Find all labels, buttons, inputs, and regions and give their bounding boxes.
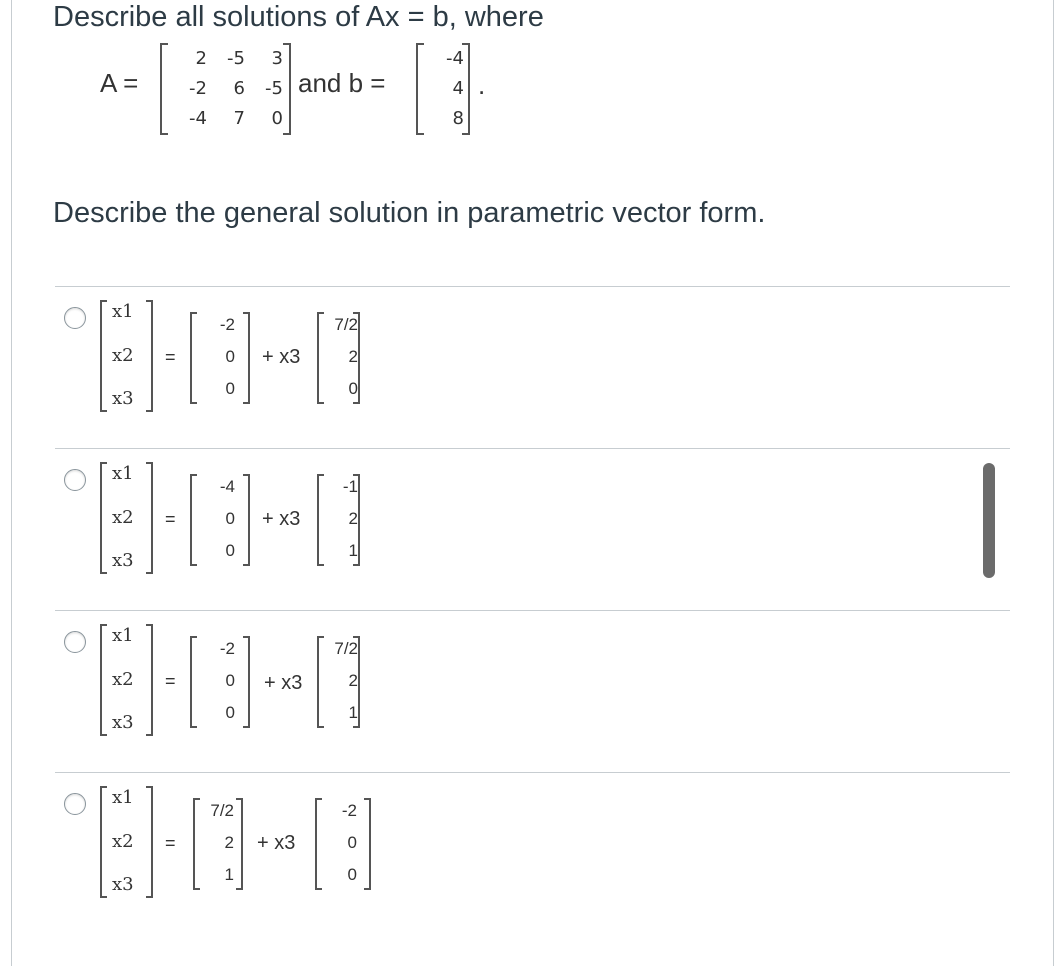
direction-cell: 0 <box>347 865 357 884</box>
particular-right-bracket <box>243 474 250 566</box>
direction-cell: 2 <box>348 509 358 528</box>
direction-left-bracket <box>317 312 324 404</box>
particular-cell: 0 <box>225 347 235 366</box>
lhs-cell: x1 <box>112 787 134 808</box>
radio-button-option-3[interactable] <box>64 631 86 653</box>
direction-cell: -1 <box>342 477 358 496</box>
vector-b-row <box>424 74 464 104</box>
particular-cell: 7/2 <box>210 801 234 820</box>
particular-cell: 1 <box>224 865 234 884</box>
direction-cell: 7/2 <box>334 315 358 334</box>
vector-b <box>424 44 464 134</box>
lhs-cell: x2 <box>112 345 134 366</box>
answer-option-3[interactable] <box>0 621 1055 781</box>
matrix-a-row <box>168 74 283 104</box>
particular-left-bracket <box>190 474 197 566</box>
answer-option-2[interactable] <box>0 459 1055 619</box>
radio-button-option-1[interactable] <box>64 307 86 329</box>
direction-cell: 1 <box>348 541 358 560</box>
lhs-left-bracket <box>100 786 107 898</box>
lhs-right-bracket <box>146 624 153 736</box>
lhs-cell: x2 <box>112 507 134 528</box>
direction-left-bracket <box>317 636 324 728</box>
matrix-a-cell: 3 <box>271 48 283 69</box>
direction-vector <box>322 797 357 889</box>
matrix-a-row <box>168 104 283 134</box>
radio-button-option-4[interactable] <box>64 793 86 815</box>
matrix-a-cell: -5 <box>227 48 245 69</box>
vector-b-cell: 4 <box>452 78 464 99</box>
particular-vector <box>197 311 235 403</box>
and-b-label: and b = <box>298 68 386 98</box>
vector-b-cell: 8 <box>452 108 464 129</box>
particular-cell: 0 <box>225 541 235 560</box>
particular-cell: -2 <box>219 639 235 658</box>
equals-sign: = <box>165 509 176 529</box>
particular-cell: 0 <box>225 379 235 398</box>
direction-cell: 0 <box>348 379 358 398</box>
matrix-a-cell: 2 <box>195 48 207 69</box>
matrix-a-cell: 7 <box>233 108 245 129</box>
direction-right-bracket <box>353 312 360 404</box>
lhs-cell: x3 <box>112 388 134 409</box>
matrix-a-right-bracket <box>283 43 291 135</box>
direction-cell: -2 <box>341 801 357 820</box>
lhs-cell: x2 <box>112 669 134 690</box>
particular-cell: -2 <box>219 315 235 334</box>
lhs-cell: x1 <box>112 625 134 646</box>
lhs-cell: x1 <box>112 463 134 484</box>
direction-cell: 0 <box>347 833 357 852</box>
vector-b-left-bracket <box>416 43 424 135</box>
particular-right-bracket <box>236 798 243 890</box>
matrix-a-cell: -2 <box>189 78 207 99</box>
answer-option-4[interactable] <box>0 783 1055 943</box>
period: . <box>478 70 486 100</box>
matrix-a-cell: -5 <box>265 78 283 99</box>
lhs-cell: x3 <box>112 874 134 895</box>
particular-cell: 2 <box>224 833 234 852</box>
matrix-a-cell: 0 <box>271 108 283 129</box>
lhs-right-bracket <box>146 300 153 412</box>
lhs-left-bracket <box>100 300 107 412</box>
particular-cell: 0 <box>225 509 235 528</box>
lhs-cell: x2 <box>112 831 134 852</box>
matrix-a-cell: -4 <box>189 108 207 129</box>
direction-right-bracket <box>353 474 360 566</box>
particular-left-bracket <box>190 636 197 728</box>
particular-left-bracket <box>190 312 197 404</box>
lhs-right-bracket <box>146 462 153 574</box>
plus-x3-term: + x3 <box>262 508 301 530</box>
question-title: Describe all solutions of Ax = b, where <box>53 1 544 33</box>
particular-left-bracket <box>193 798 200 890</box>
particular-cell: 0 <box>225 671 235 690</box>
direction-right-bracket <box>353 636 360 728</box>
direction-left-bracket <box>315 798 322 890</box>
particular-vector <box>197 635 235 727</box>
matrix-a-row <box>168 44 283 74</box>
particular-right-bracket <box>243 312 250 404</box>
matrix-a-left-bracket <box>160 43 168 135</box>
direction-cell: 7/2 <box>334 639 358 658</box>
matrix-a-label: A = <box>100 68 139 98</box>
vector-b-row <box>424 104 464 134</box>
lhs-cell: x1 <box>112 301 134 322</box>
direction-cell: 2 <box>348 347 358 366</box>
matrix-a <box>168 44 283 134</box>
particular-vector <box>200 797 234 889</box>
answer-option-1[interactable] <box>0 297 1055 457</box>
lhs-right-bracket <box>146 786 153 898</box>
matrix-a-cell: 6 <box>233 78 245 99</box>
lhs-left-bracket <box>100 462 107 574</box>
vector-b-right-bracket <box>462 43 470 135</box>
plus-x3-term: + x3 <box>257 832 296 854</box>
radio-button-option-2[interactable] <box>64 469 86 491</box>
particular-cell: 0 <box>225 703 235 722</box>
plus-x3-term: + x3 <box>264 672 303 694</box>
particular-cell: -4 <box>219 477 235 496</box>
answer-divider <box>55 286 1010 287</box>
vector-b-row <box>424 44 464 74</box>
lhs-cell: x3 <box>112 712 134 733</box>
equals-sign: = <box>165 671 176 691</box>
equals-sign: = <box>165 833 176 853</box>
direction-cell: 1 <box>348 703 358 722</box>
direction-left-bracket <box>317 474 324 566</box>
lhs-left-bracket <box>100 624 107 736</box>
plus-x3-term: + x3 <box>262 346 301 368</box>
particular-vector <box>197 473 235 565</box>
direction-right-bracket <box>364 798 371 890</box>
lhs-cell: x3 <box>112 550 134 571</box>
direction-cell: 2 <box>348 671 358 690</box>
question-subtitle: Describe the general solution in parametric vector form. <box>53 197 766 229</box>
equals-sign: = <box>165 347 176 367</box>
particular-right-bracket <box>243 636 250 728</box>
vector-b-cell: -4 <box>446 48 464 69</box>
